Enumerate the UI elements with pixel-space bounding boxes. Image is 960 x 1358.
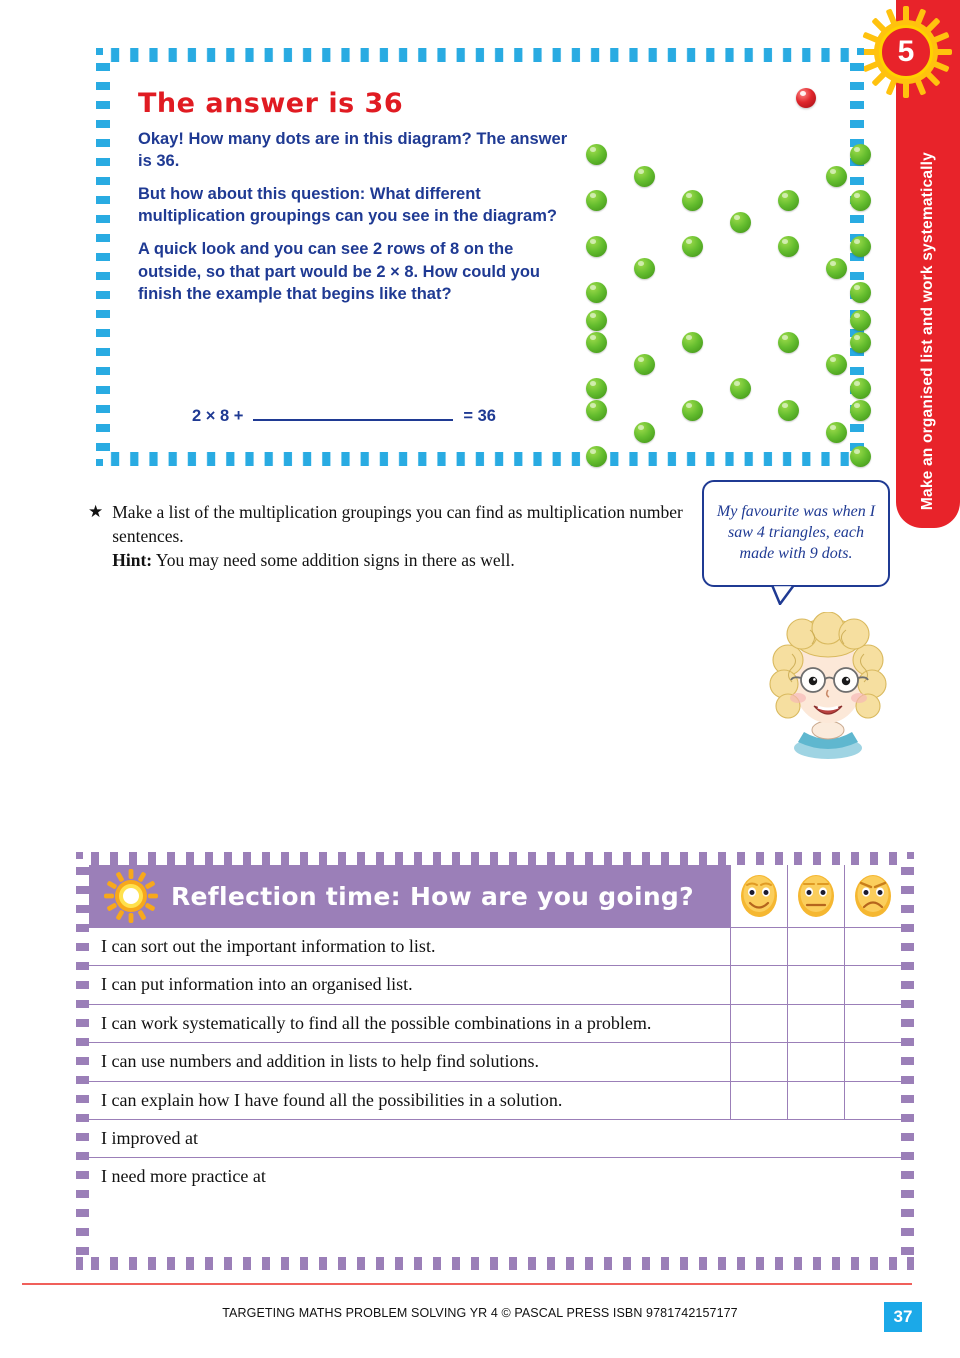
reflection-mark-happy[interactable]: [730, 966, 787, 1003]
sad-face-cell: [844, 865, 901, 927]
sun-icon: [103, 868, 159, 924]
chapter-sun-badge: [860, 6, 952, 98]
diagram-dot: [586, 236, 607, 257]
reflection-row: [89, 1157, 901, 1195]
reflection-row-label: I can explain how I have found all the possibilities in a solution.: [101, 1089, 563, 1110]
neutral-face-cell: [787, 865, 844, 927]
diagram-dot: [850, 400, 871, 421]
diagram-dot: [586, 400, 607, 421]
diagram-dot: [850, 190, 871, 211]
hint-label: Hint:: [112, 550, 153, 571]
reflection-mark-happy[interactable]: [730, 1082, 787, 1119]
footer-divider-rule: [22, 1283, 912, 1285]
diagram-dot: [730, 378, 751, 399]
reflection-mark-neutral[interactable]: [787, 966, 844, 1003]
reflection-row-label: I can sort out the important information to list.: [101, 936, 436, 956]
diagram-dot: [778, 190, 799, 211]
answer-box-content: [110, 62, 850, 452]
diagram-dot: [826, 354, 847, 375]
footer-imprint-text: TARGETING MATHS PROBLEM SOLVING YR 4 © PASCAL PRESS ISBN 9781742157177: [222, 1306, 738, 1320]
page-number-badge: [884, 1302, 922, 1332]
reflection-row: [89, 1119, 901, 1157]
diagram-dot: [634, 166, 655, 187]
equation-fill-in: [192, 407, 496, 426]
reflection-header: [89, 865, 901, 927]
reflection-mark-sad[interactable]: [844, 1005, 901, 1042]
reflection-content: [89, 865, 901, 1257]
reflection-mark-neutral[interactable]: [787, 1082, 844, 1119]
diagram-dot: [634, 258, 655, 279]
reflection-table: [76, 852, 914, 1270]
answer-paragraph-2: But how about this question: What different multiplication groupings can you see in the diagram?: [138, 185, 557, 226]
diagram-dot: [778, 236, 799, 257]
reflection-mark-neutral[interactable]: [787, 1043, 844, 1080]
diagram-dot: [586, 310, 607, 331]
reflection-title: Reflection time: How are you going?: [171, 881, 694, 911]
reflection-row: [89, 1004, 901, 1042]
instruction-line-2: as multiplication number sentences.: [112, 502, 683, 547]
happy-face-icon: [738, 873, 780, 919]
reflection-row-label: I can put information into an organised list.: [101, 974, 413, 995]
reflection-row: [89, 927, 901, 965]
task-instruction: [88, 500, 698, 572]
diagram-dot: [682, 400, 703, 421]
diagram-dot: [682, 236, 703, 257]
diagram-dot: [826, 166, 847, 187]
reflection-row-label: I can use numbers and addition in lists to help find solutions.: [101, 1051, 539, 1072]
diagram-dot: [586, 144, 607, 165]
diagram-dot: [850, 310, 871, 331]
speech-bubble: [702, 480, 890, 587]
diagram-dot: [826, 422, 847, 443]
task-instruction-text: [112, 500, 698, 572]
diagram-dot: [586, 446, 607, 467]
speech-bubble-tail: [770, 585, 796, 605]
answer-box-body: [138, 128, 578, 316]
answer-paragraph-1: Okay! How many dots are in this diagram? The answer is 36.: [138, 130, 568, 171]
diagram-dot: [586, 378, 607, 399]
equation-suffix: = 36: [463, 407, 496, 425]
reflection-mark-sad[interactable]: [844, 966, 901, 1003]
reflection-row: [89, 965, 901, 1003]
reflection-mark-sad[interactable]: [844, 1082, 901, 1119]
reflection-mark-neutral[interactable]: [787, 1005, 844, 1042]
diagram-dot: [778, 332, 799, 353]
neutral-face-icon: [795, 873, 837, 919]
speech-bubble-text: My favourite was when I saw 4 triangles, each made with 9 dots.: [716, 503, 876, 562]
diagram-dot: [850, 332, 871, 353]
chapter-number: 5: [897, 35, 915, 68]
hint-text: You may need some addition signs in there as well.: [155, 550, 515, 571]
teacher-character-illustration: [758, 612, 898, 762]
diagram-dot: [850, 282, 871, 303]
diagram-dot: [850, 236, 871, 257]
reflection-mark-sad[interactable]: [844, 928, 901, 965]
reflection-mark-sad[interactable]: [844, 1043, 901, 1080]
answer-paragraph-3: A quick look and you can see 2 rows of 8 on the outside, so that part would be 2 × 8. How could you finish the example that begins like that?: [138, 240, 540, 303]
page-footer: [0, 1306, 960, 1320]
reflection-row: [89, 1081, 901, 1119]
sad-face-icon: [852, 873, 894, 919]
diagram-dot: [634, 354, 655, 375]
diagram-dot: [850, 446, 871, 467]
diagram-dot: [682, 190, 703, 211]
diagram-dot: [634, 422, 655, 443]
equation-answer-blank[interactable]: [253, 407, 453, 421]
reflection-face-header: [730, 865, 901, 927]
reflection-rows: [89, 927, 901, 1196]
diagram-dot: [586, 332, 607, 353]
reflection-mark-neutral[interactable]: [787, 928, 844, 965]
reflection-row-label: I can work systematically to find all the possible combinations in a problem.: [101, 1012, 652, 1033]
reflection-row-label: I need more practice at: [101, 1166, 266, 1187]
red-ball-icon: [796, 88, 816, 108]
reflection-row: [89, 1042, 901, 1080]
reflection-row-label: I improved at: [101, 1127, 198, 1148]
diagram-dot: [730, 212, 751, 233]
reflection-mark-happy[interactable]: [730, 1043, 787, 1080]
answer-box-title: The answer is 36: [138, 88, 404, 119]
diagram-dot: [778, 400, 799, 421]
diagram-dot: [586, 190, 607, 211]
diagram-dot: [586, 282, 607, 303]
answer-box: [96, 48, 864, 466]
diagram-dot: [850, 144, 871, 165]
happy-face-cell: [730, 865, 787, 927]
diagram-dot: [850, 378, 871, 399]
strategy-label: Make an organised list and work systematically: [919, 151, 936, 510]
dot-diagram: [586, 124, 876, 464]
reflection-mark-happy[interactable]: [730, 928, 787, 965]
diagram-dot: [682, 332, 703, 353]
diagram-dot: [826, 258, 847, 279]
instruction-line-1: Make a list of the multiplication groupings you can find: [112, 502, 504, 522]
equation-prefix: 2 × 8 +: [192, 407, 244, 425]
chapter-number-disc: [879, 25, 933, 79]
star-icon: ★: [88, 502, 104, 521]
reflection-mark-happy[interactable]: [730, 1005, 787, 1042]
page-number: 37: [893, 1307, 913, 1326]
